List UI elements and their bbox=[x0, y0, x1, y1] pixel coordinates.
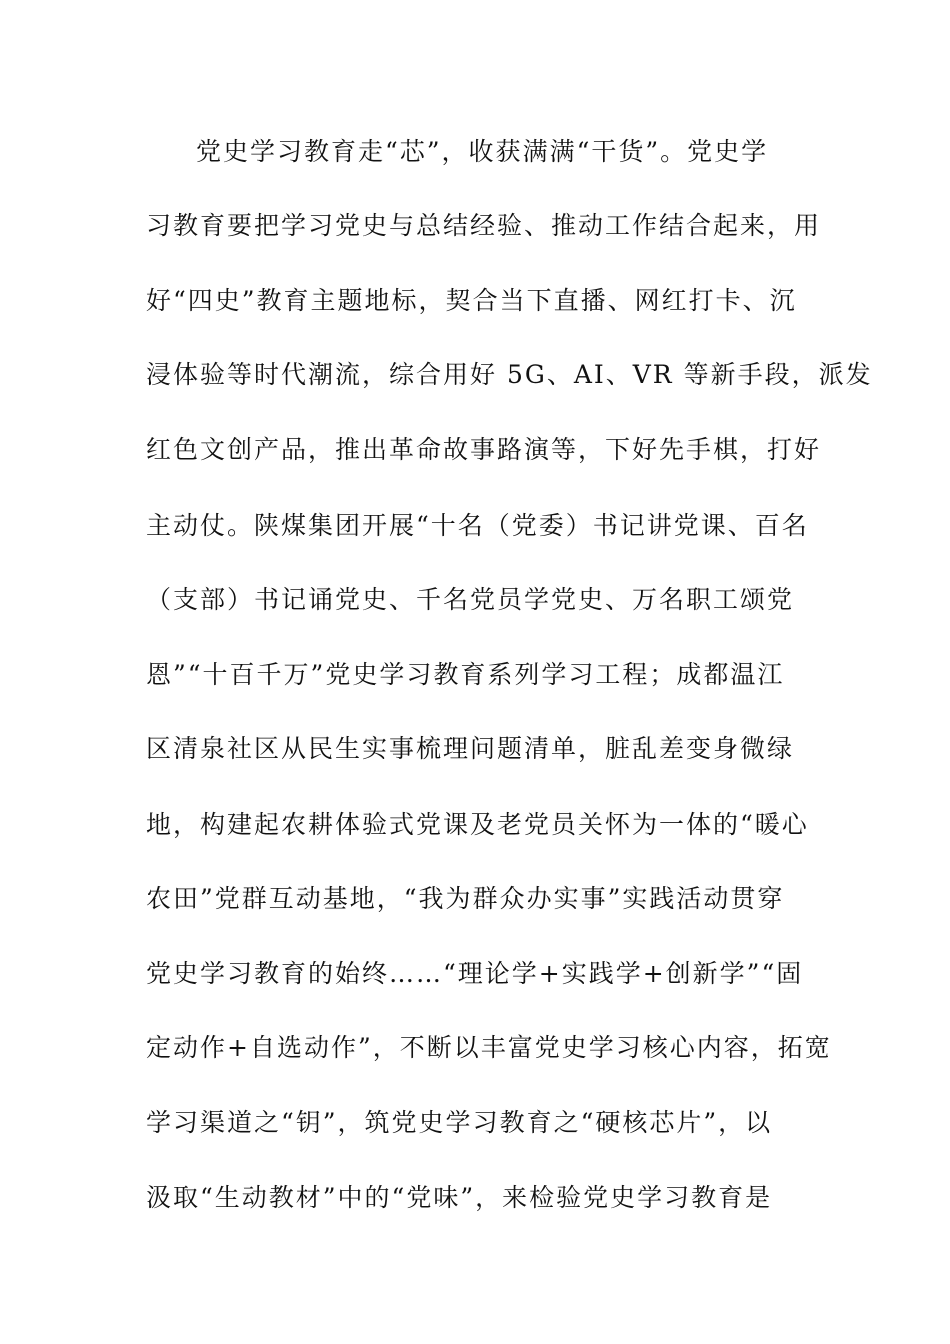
paragraph-line: 区清泉社区从民生实事梳理问题清单，脏乱差变身微绿 bbox=[146, 734, 795, 763]
paragraph-line: 农田”党群互动基地，“我为群众办实事”实践活动贯穿 bbox=[146, 884, 785, 913]
paragraph-line: 恩”“十百千万”党史学习教育系列学习工程；成都温江 bbox=[146, 660, 785, 689]
paragraph-line: 红色文创产品，推出革命故事路演等，下好先手棋，打好 bbox=[146, 435, 822, 464]
paragraph-line: 学习渠道之“钥”，筑党史学习教育之“硬核芯片”，以 bbox=[146, 1108, 773, 1137]
paragraph-line: 党史学习教育走“芯”，收获满满“干货”。党史学 bbox=[196, 137, 769, 166]
paragraph-line: 习教育要把学习党史与总结经验、推动工作结合起来，用 bbox=[146, 211, 822, 240]
paragraph-line: （支部）书记诵党史、千名党员学党史、万名职工颂党 bbox=[146, 585, 795, 614]
paragraph-line: 汲取“生动教材”中的“党味”，来检验党史学习教育是 bbox=[146, 1183, 773, 1212]
paragraph-line: 地，构建起农耕体验式党课及老党员关怀为一体的“暖心 bbox=[146, 810, 809, 839]
paragraph-line: 党史学习教育的始终……“理论学+实践学+创新学”“固 bbox=[146, 959, 804, 988]
paragraph-line: 定动作+自选动作”，不断以丰富党史学习核心内容，拓宽 bbox=[146, 1033, 832, 1062]
paragraph-line: 浸体验等时代潮流，综合用好 5G、AI、VR 等新手段，派发 bbox=[146, 360, 873, 389]
paragraph-line: 主动仗。陕煤集团开展“十名（党委）书记讲党课、百名 bbox=[146, 511, 809, 540]
paragraph-line: 好“四史”教育主题地标，契合当下直播、网红打卡、沉 bbox=[146, 286, 797, 315]
